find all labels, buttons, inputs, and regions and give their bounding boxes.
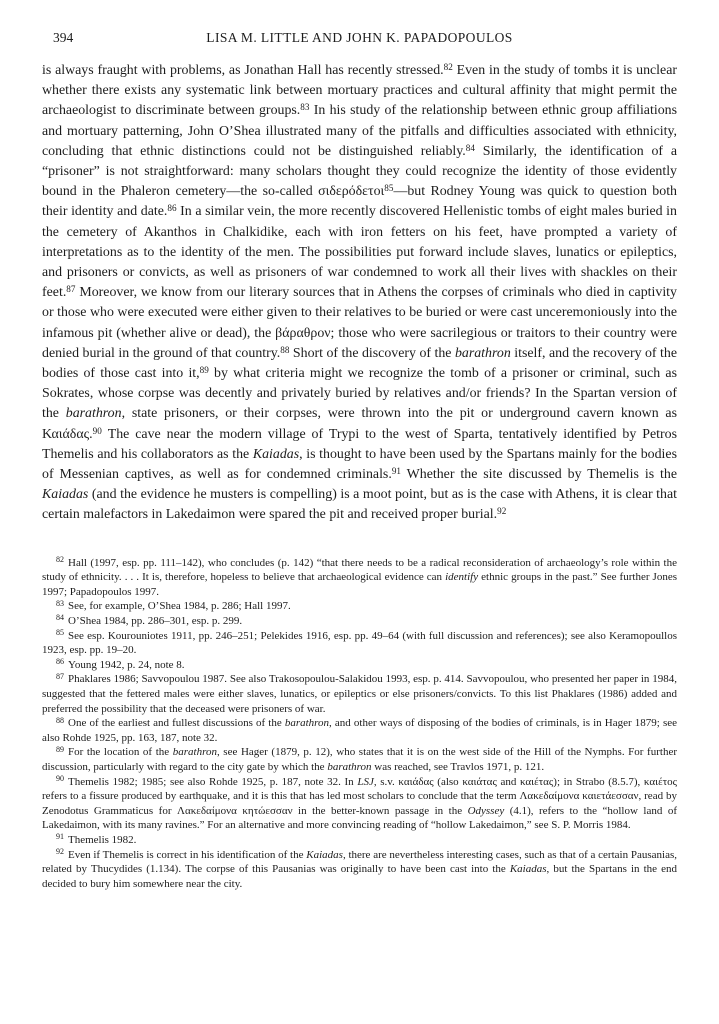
body-paragraph: is always fraught with problems, as Jonathan Hall has recently stressed.$^{82}$ Even in the study of tombs it is unclear whether there exists any systematic link between mortuary practices and cultural affinity that might permit the archaeologist to discriminate between groups.$^{83}$ In his study of the relationship between ethnic group affiliations and mortuary patterning, John O’Shea illustrated many of the pitfalls and difficulties associated with ethnicity, concluding that ethnic distinctions could not be distinguished reliably.$^{84}$ Similarly, the identification of a “prisoner” is not straightforward: many scholars thought they could recognize the identity of those evidently bound in the Phaleron cemetery—the so-called σιδερόδετοι$^{85}$—but Rodney Young was quick to question both their identity and date.$^{86}$ In a similar vein, the more recently discovered Hellenistic tombs of eight males buried in the cemetery of Akanthos in Chalkidike, each with iron fetters on his feet, have prompted a variety of interpretations as to the identity of the men. The possibilities put forward include slaves, lunatics or epileptics, and prisoners or convicts, as well as prisoners of war condemned to work all their lives with shackles on their feet.$^{87}$ Moreover, we know from our literary sources that in Athens the corpses of criminals who died in captivity or those who were executed were either given to their relatives to be buried or were cast unceremoniously into the infamous pit (whether alive or dead), the βάραθρον; those who were sacrilegious or traitors to their country were denied burial in the ground of that country.$^{88}$ Short of the discovery of the barathron itself, and the recovery of the bodies of those cast into it,$^{89}$ by what criteria might we recognize the tomb of a prisoner or criminal, such as Sokrates, whose corpse was decently and privately buried by relatives and/or friends? In the Spartan version of the barathron, state prisoners, or their corpses, were thrown into the pit or underground cavern known as Καιάδας.$^{90}$ The cave near the modern village of Trypi to the west of Sparta, tentatively identified by Petros Themelis and his collaborators as the Kaiadas, is thought to have been used by the Spartans mainly for the bodies of Messenian captives, as well as for condemned criminals.$^{91}$ Whether the site discussed by Themelis is the Kaiadas (and the evidence he musters is compelling) is a moot point, but as is the case with Athens, it is clear that certain malefactors in Lakedaimon were spared the pit and received proper burial.$^{92}$: [42, 61, 678, 523]
footnote-text: Even if Themelis is correct in his identification of the Kaiadas, there are nevertheless interesting cases, such as that of a certain Pausanias, related by Thucydides (1.134). The corpse of this Pausanias was originally to have been cast into the Kaiadas, but the Spartans in the end decided to bury him somewhere near the city.: [42, 848, 677, 890]
footnotes-section: [42, 556, 677, 892]
page-header: [42, 30, 677, 47]
footnote-text: Themelis 1982.: [68, 833, 137, 846]
footnote-83: [42, 599, 677, 614]
footnote-88: [42, 716, 677, 745]
footnote-82: [42, 556, 677, 600]
footnote-text: See, for example, O’Shea 1984, p. 286; Hall 1997.: [68, 600, 291, 613]
footnote-number: 82: [56, 555, 64, 565]
footnote-number: 91: [56, 832, 64, 842]
footnote-number: 84: [56, 613, 64, 623]
page-number: 394: [53, 30, 74, 45]
footnote-number: 85: [56, 628, 64, 638]
footnote-90: [42, 775, 677, 833]
footnote-text: Young 1942, p. 24, note 8.: [68, 658, 185, 671]
footnote-92: [42, 848, 677, 892]
footnote-text: O’Shea 1984, pp. 286–301, esp. p. 299.: [68, 615, 243, 628]
footnote-text: Hall (1997, esp. pp. 111–142), who concludes (p. 142) “that there needs to be a radical reconsideration of archaeology’s role within the study of ethnicity. . . . It is, therefore, hopeless to believe that archaeological evidence can identify ethnic groups in the past.” See further Jones 1997; Papadopoulos 1997.: [42, 556, 677, 598]
footnote-number: 88: [56, 715, 64, 725]
footnote-89: [42, 745, 677, 774]
running-head: LISA M. LITTLE AND JOHN K. PAPADOPOULOS: [206, 30, 513, 45]
footnote-text: See esp. Kourouniotes 1911, pp. 246–251; Pelekides 1916, esp. pp. 49–64 (with full discussion and references); see also Keramopoullos 1923, esp. pp. 19–20.: [42, 629, 677, 657]
footnote-number: 83: [56, 598, 64, 608]
footnote-85: [42, 629, 677, 658]
footnote-number: 87: [56, 671, 64, 681]
footnote-number: 89: [56, 744, 64, 754]
footnote-86: [42, 658, 677, 673]
footnote-number: 90: [56, 773, 64, 783]
footnote-text: One of the earliest and fullest discussions of the barathron, and other ways of disposing of the bodies of criminals, is in Hager 1879; see also Rohde 1925, pp. 163, 187, note 32.: [42, 717, 677, 744]
page-body: [42, 61, 677, 891]
footnote-84: [42, 614, 677, 629]
footnote-text: Phaklares 1986; Savvopoulou 1987. See also Trakosopoulou-Salakidou 1993, esp. p. 414. Savvopoulou, who presented her paper in 1984, suggested that the fettered males were either slaves, lunatics, or epileptics or else prisoners/convicts. To this list Phaklares (1986) added and preferred the possibility that the deceased were prisoners of war.: [42, 673, 677, 715]
footnote-number: 92: [56, 846, 64, 856]
footnote-87: [42, 672, 677, 716]
footnote-91: [42, 833, 677, 848]
footnote-text: Themelis 1982; 1985; see also Rohde 1925, p. 187, note 32. In LSJ, s.v. καιάδας (also καιάτας and καιέτας); in Strabo (8.5.7), καιέτος refers to a fissure produced by earthquake, and it is this that has led most scholars to conclude that the term Λακεδαίμονα καιετάεσσαν, read by Zenodotus Grammaticus for Λακεδαίμονα κητώεσσαν in the better-known passage in the Odyssey (4.1), refers to the “hollow land of Lakedaimon, with its many ravines.” For an alternative and more convincing reading of “hollow Lakedaimon,” see S. P. Morris 1984.: [42, 775, 677, 832]
footnote-text: For the location of the barathron, see Hager (1879, p. 12), who states that it is on the west side of the Hill of the Nymphs. For further discussion, particularly with regard to the city gate by which the barathron was reached, see Travlos 1971, p. 121.: [42, 746, 677, 773]
footnote-number: 86: [56, 657, 64, 667]
